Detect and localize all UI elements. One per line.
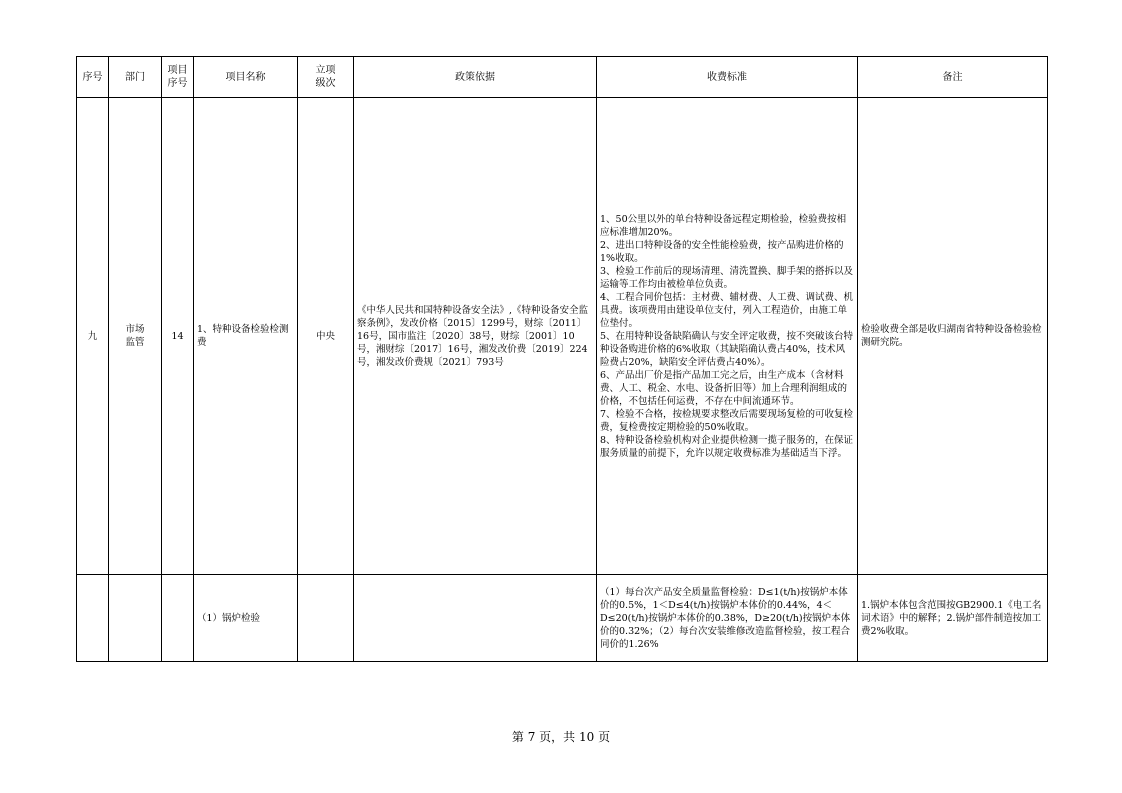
cell-policy [354,575,597,662]
cell-fee-standard: （1）每台次产品安全质量监督检验：D≤1(t/h)按锅炉本体价的0.5%，1＜D≤4(t/h)按锅炉本体价的0.44%，4＜D≤20(t/h)按锅炉本体价的0.38%，D≥20(t/h)按锅炉本体价的0.32%；（2）每台次安装维修改造监督检验，按工程合同价的1.26% [597,575,858,662]
cell-item-seq [162,575,194,662]
cell-fee-standard: 1、50公里以外的单台特种设备远程定期检验，检验费按相应标准增加20%。 2、进出口特种设备的安全性能检验费，按产品购进价格的1%收取。 3、检验工作前后的现场清理、清洗置换、脚手架的搭拆以及运输等工作均由被检单位负责。 4、工程合同价包括：主材费、辅材费、人工费、调试费、机具费。该项费用由建设单位支付，列入工程造价，由施工单位垫付。 5、在用特种设备缺陷确认与安全评定收费，按不突破该台特种设备购进价格的6%收取（其缺陷确认费占40%，技术风险费占20%，缺陷安全评估费占40%）。 6、产品出厂价是指产品加工完之后，由生产成本（含材料费、人工、税金、水电、设备折旧等）加上合理利润组成的价格，不包括任何运费，不存在中间流通环节。 7、检验不合格，按检规要求整改后需要现场复检的可收复检费，复检费按定期检验的50%收取。 8、特种设备检验机构对企业提供检测一揽子服务的，在保证服务质量的前提下，允许以规定收费标准为基础适当下浮。 [597,98,858,575]
table-row [77,575,1048,662]
cell-dept: 市场 监管 [109,98,162,575]
table-header-row [77,57,1048,98]
cell-level [298,575,354,662]
fee-table [76,56,1048,662]
header-name: 项目名称 [194,57,298,98]
cell-level: 中央 [298,98,354,575]
cell-remark: 检验收费全部是收归湖南省特种设备检验检测研究院。 [858,98,1048,575]
header-fee-standard: 收费标准 [597,57,858,98]
header-seq: 序号 [77,57,109,98]
cell-seq [77,575,109,662]
table-row [77,98,1048,575]
cell-item-seq: 14 [162,98,194,575]
header-item-seq: 项目 序号 [162,57,194,98]
cell-remark: 1.锅炉本体包含范围按GB2900.1《电工名词术语》中的解释；2.锅炉部件制造按加工费2%收取。 [858,575,1048,662]
page-footer: 第 7 页，共 10 页 [511,730,611,744]
cell-dept [109,575,162,662]
cell-seq: 九 [77,98,109,575]
header-level: 立项 级次 [298,57,354,98]
header-policy: 政策依据 [354,57,597,98]
header-dept: 部门 [109,57,162,98]
cell-policy: 《中华人民共和国特种设备安全法》,《特种设备安全监察条例》，发改价格〔2015〕1299号，财综〔2011〕16号，国市监注〔2020〕38号，财综〔2001〕10号，湘财综〔2017〕16号，湘发改价费〔2019〕224号，湘发改价费规〔2021〕793号 [354,98,597,575]
header-remark: 备注 [858,57,1048,98]
cell-name: （1）锅炉检验 [194,575,298,662]
cell-name: 1、特种设备检验检测费 [194,98,298,575]
